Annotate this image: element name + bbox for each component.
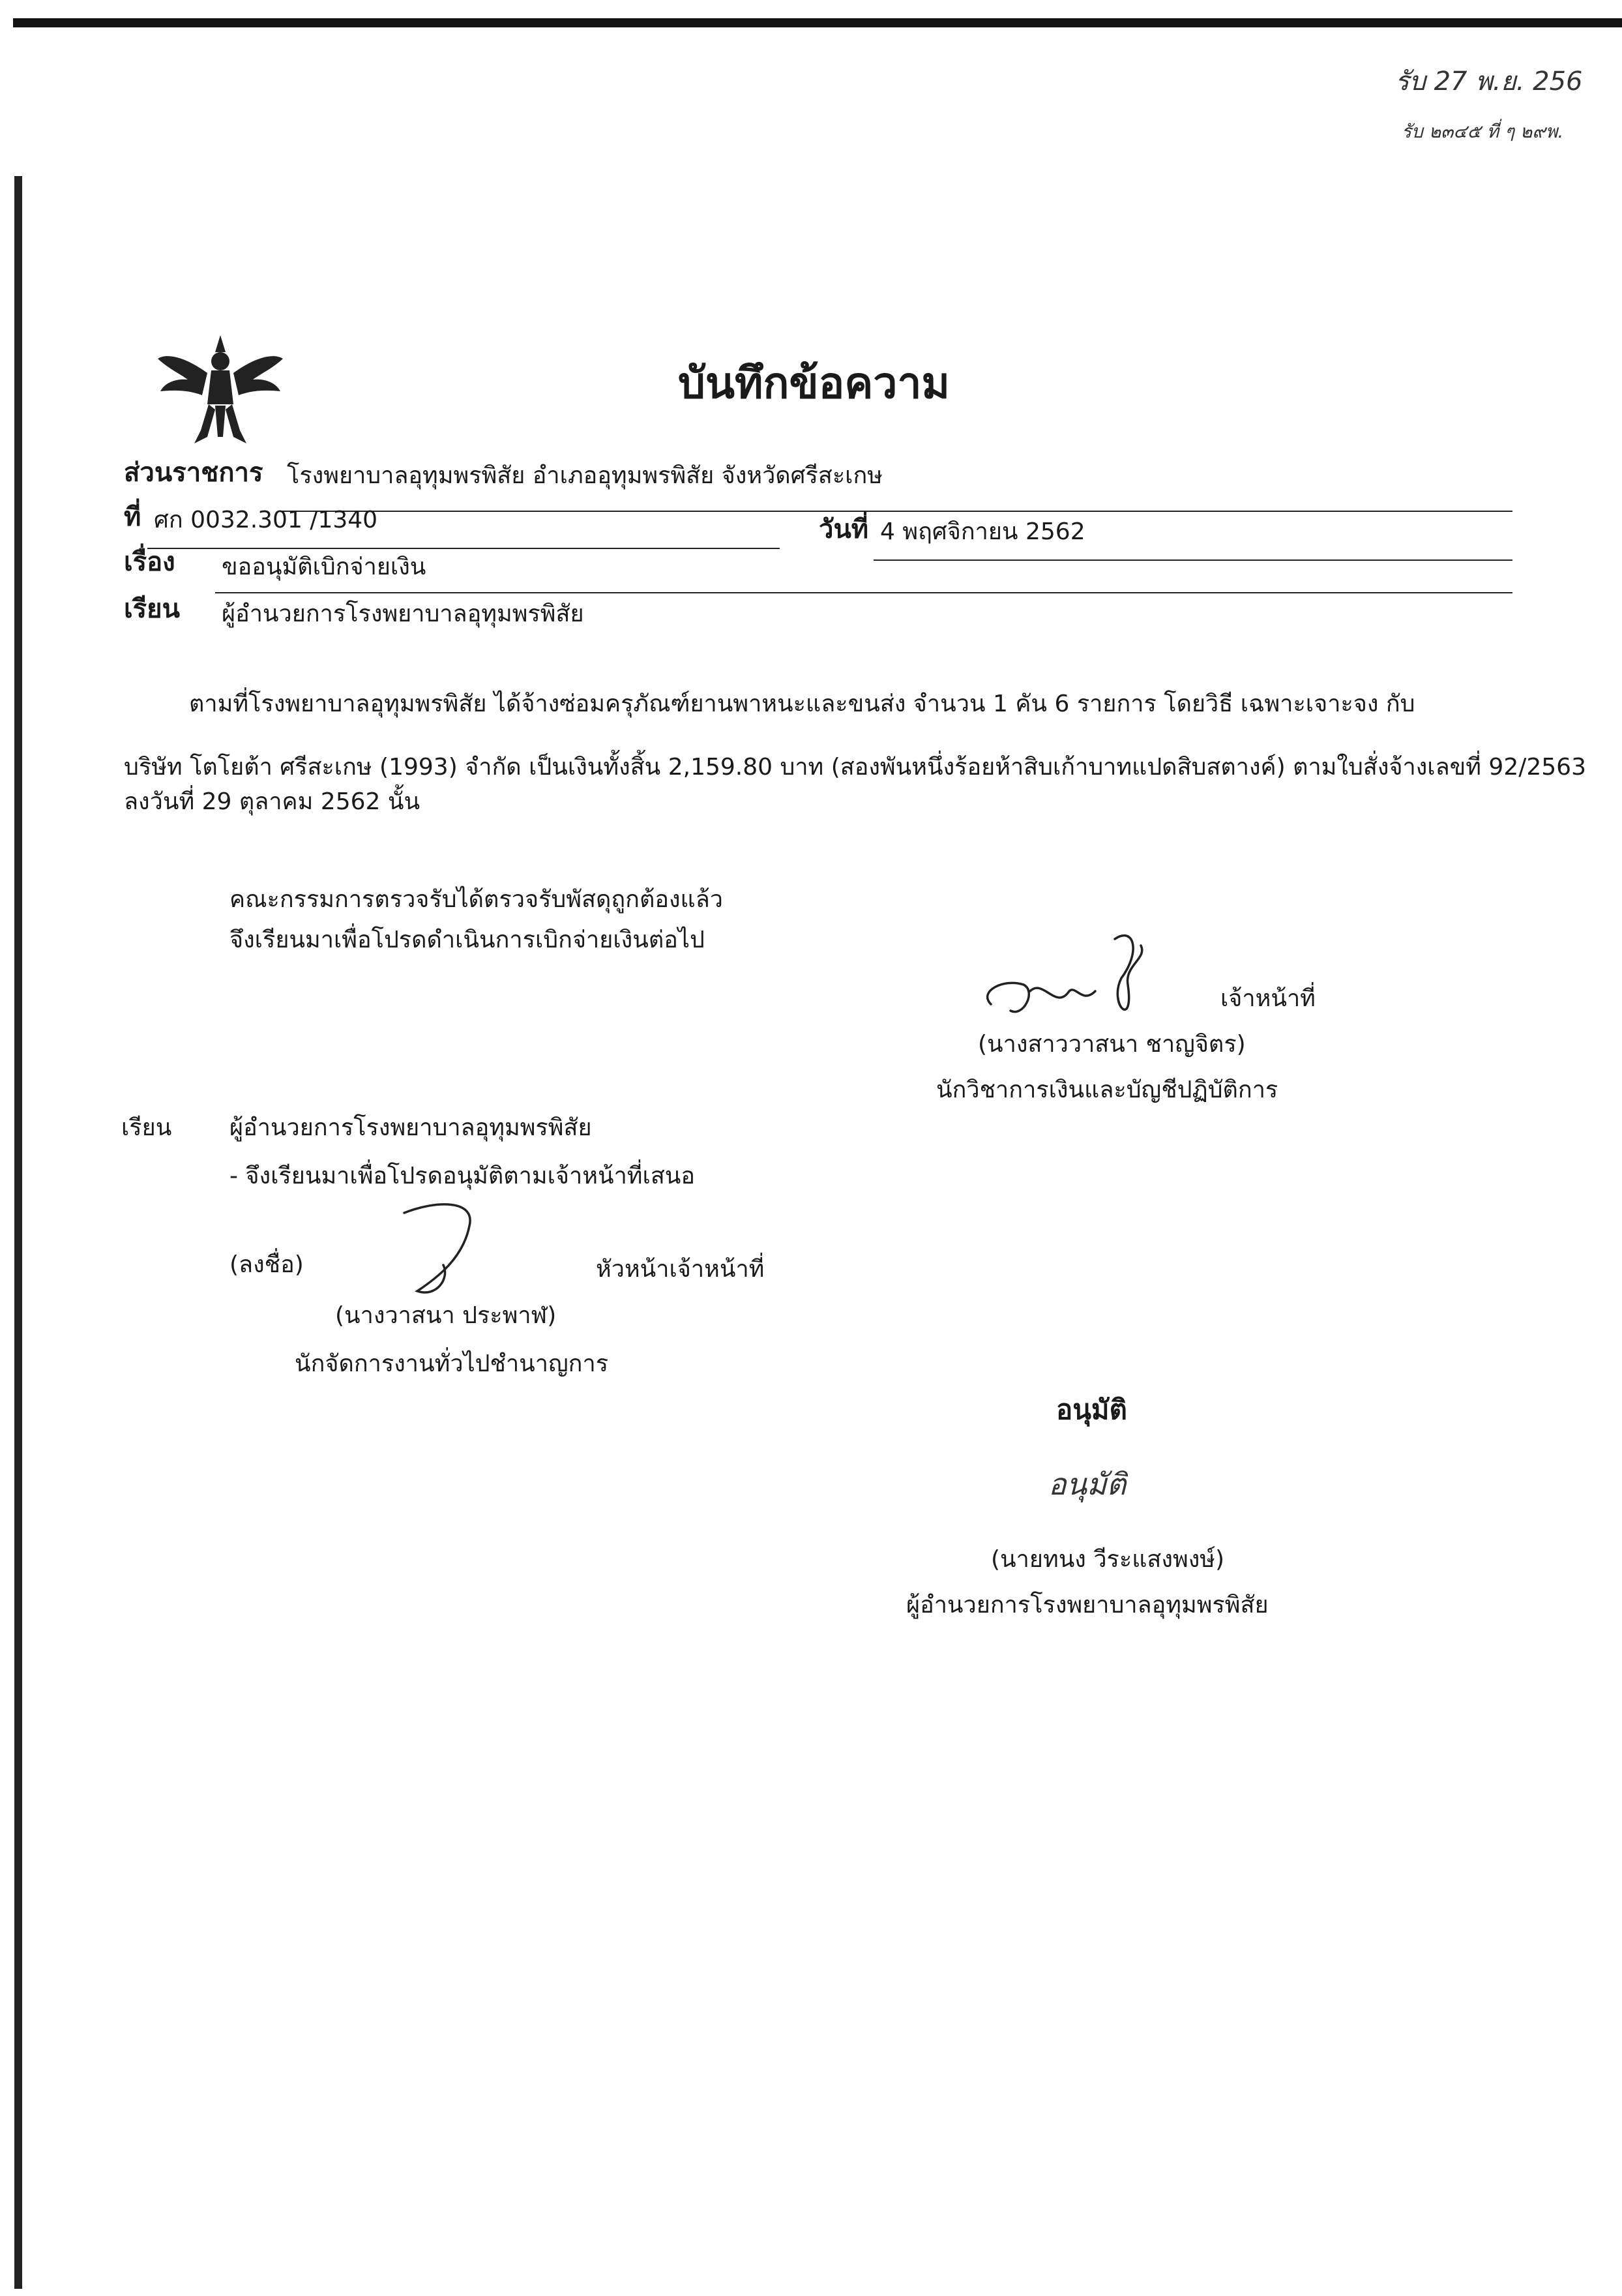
agency-label: ส่วนราชการ: [124, 458, 263, 488]
page-title: บันทึกข้อความ: [678, 358, 951, 408]
officer-name: (นางสาววาสนา ชาญจิตร): [978, 1031, 1246, 1058]
approval-handwritten: อนุมัติ: [1048, 1467, 1127, 1502]
body-para2-line1: คณะกรรมการตรวจรับได้ตรวจรับพัสดุถูกต้องแล้ว: [229, 886, 724, 913]
forward-note: - จึงเรียนมาเพื่อโปรดอนุมัติตามเจ้าหน้าที่เสนอ: [229, 1163, 696, 1189]
subject-label: เรื่อง: [124, 547, 175, 577]
garuda-emblem-icon: [155, 333, 286, 447]
reference-value: ศก 0032.301 /1340: [154, 507, 378, 533]
date-underline: [874, 559, 1512, 561]
received-stamp-line1: รับ 27 พ.ย. 256: [1395, 67, 1583, 97]
officer-role: เจ้าหน้าที่: [1220, 985, 1316, 1012]
body-para1-line1: ตามที่โรงพยาบาลอุทุมพรพิสัย ได้จ้างซ่อมครุภัณฑ์ยานพาหนะและขนส่ง จำนวน 1 คัน 6 รายการ โดยวิธี เฉพาะเจาะจง กับ: [189, 691, 1415, 717]
approval-position: ผู้อำนวยการโรงพยาบาลอุทุมพรพิสัย: [906, 1592, 1269, 1618]
head-officer-signature: [391, 1200, 509, 1304]
officer-signature: [965, 926, 1200, 1037]
forward-to-label: เรียน: [121, 1114, 172, 1141]
officer-position: นักวิชาการเงินและบัญชีปฏิบัติการ: [936, 1077, 1278, 1103]
scan-left-edge: [14, 176, 22, 2289]
approval-name: (นายทนง วีระแสงพงษ์): [991, 1546, 1225, 1573]
subject-value: ขออนุมัติเบิกจ่ายเงิน: [222, 554, 426, 580]
approval-label: อนุมัติ: [1056, 1394, 1127, 1425]
forward-to-value: ผู้อำนวยการโรงพยาบาลอุทุมพรพิสัย: [229, 1114, 592, 1141]
received-stamp-line2: รับ ๒๓๔๕ ที่ ๆ ๒๙พ.: [1402, 121, 1564, 142]
subject-underline: [215, 592, 1512, 593]
body-para1-line3: ลงวันที่ 29 ตุลาคม 2562 นั้น: [124, 788, 420, 815]
reference-underline: [147, 548, 780, 549]
body-para1-line2: บริษัท โตโยต้า ศรีสะเกษ (1993) จำกัด เป็นเงินทั้งสิ้น 2,159.80 บาท (สองพันหนึ่งร้อยห้าสิบเก้าบาทแปดสิบสตางค์) ตามใบสั่งจ้างเลขที่ 92/2563: [124, 754, 1586, 781]
scan-top-edge: [13, 18, 1622, 27]
date-label: วันที่: [819, 514, 869, 544]
to-value: ผู้อำนวยการโรงพยาบาลอุทุมพรพิสัย: [222, 601, 584, 627]
forward-sign-label: (ลงชื่อ): [229, 1251, 304, 1278]
date-value: 4 พฤศจิกายน 2562: [880, 518, 1085, 545]
forward-role: หัวหน้าเจ้าหน้าที่: [596, 1256, 765, 1283]
to-label: เรียน: [124, 594, 180, 624]
forward-position: นักจัดการงานทั่วไปชำนาญการ: [295, 1350, 609, 1377]
forward-name: (นางวาสนา ประพาฬ): [335, 1302, 557, 1329]
reference-label: ที่: [124, 502, 141, 532]
agency-value: โรงพยาบาลอุทุมพรพิสัย อำเภออุทุมพรพิสัย จังหวัดศรีสะเกษ: [287, 462, 883, 489]
agency-underline: [280, 511, 1512, 512]
body-para2-line2: จึงเรียนมาเพื่อโปรดดำเนินการเบิกจ่ายเงินต่อไป: [229, 927, 705, 953]
